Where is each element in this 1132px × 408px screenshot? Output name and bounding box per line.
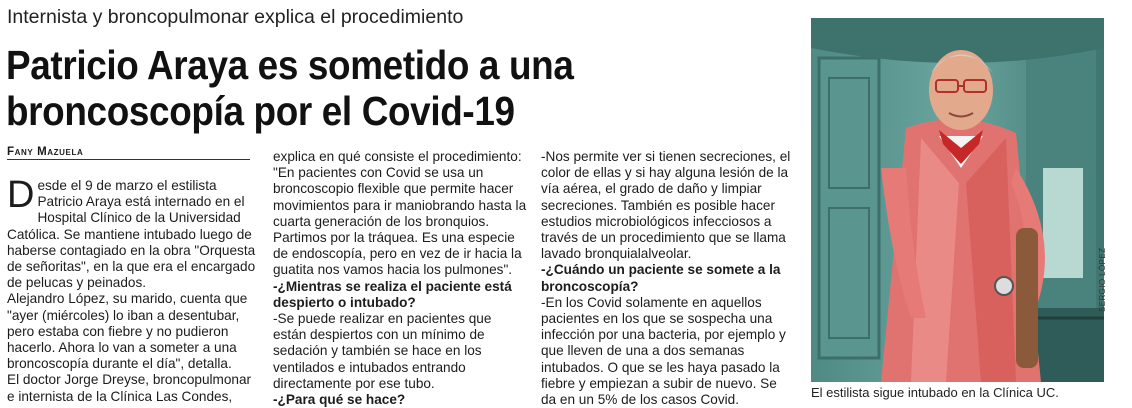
question-when: -¿Cuándo un paciente se somete a la broncoscopía? bbox=[541, 262, 781, 294]
column-2 bbox=[273, 149, 527, 408]
paragraph-husband: Alejandro López, su marido, cuenta que "ayer (miércoles) lo iban a desentubar, pero estaba con fiebre y no pudieron hacerlo. Ahora lo van a someter a una broncoscopía durante el día", detalla. bbox=[7, 291, 248, 372]
headline bbox=[6, 42, 573, 134]
question-purpose: -¿Para qué se hace? bbox=[273, 392, 406, 408]
photo-credit: SERGIO LÓPEZ bbox=[1098, 247, 1107, 312]
portrait-illustration bbox=[811, 18, 1104, 382]
answer-purpose: -Nos permite ver si tienen secreciones, el color de ellas y si hay alguna lesión de la vía aérea, el grado de daño y limpiar secreciones. También es posible hacer estudios microbiológicos infecciosos a través de un procedimiento que se llama lavado bronquialalveolar. bbox=[541, 149, 791, 262]
column-1 bbox=[7, 174, 257, 405]
headline-line-2: broncoscopía por el Covid-19 bbox=[6, 88, 515, 134]
kicker: Internista y broncopulmonar explica el procedimiento bbox=[7, 6, 464, 28]
paragraph-procedure: explica en qué consiste el procedimiento: "En pacientes con Covid se usa un broncoscopio flexible que permite hacer movimientos para ir maniobrando hasta la cuarta generación de los bronquios. Partimos por la tráquea. Es una especie de endoscopía, pero en vez de ir hacia la guatita nos vamos hacia los pulmones". bbox=[273, 149, 527, 278]
answer-when: -En los Covid solamente en aquellos pacientes en los que se sospecha una infección por una bacteria, por ejemplo y que lleven de una a dos semanas intubados. O que se les haya pasado la fiebre y empiezan a subir de nuevo. Se da en un 5% de los casos Covid. bbox=[541, 294, 786, 408]
headline-line-1: Patricio Araya es sometido a una bbox=[6, 42, 574, 88]
portrait-photo bbox=[811, 18, 1104, 382]
paragraph-intro bbox=[7, 174, 257, 291]
photo-caption: El estilista sigue intubado en la Clínica UC. bbox=[811, 385, 1059, 400]
paragraph-intro-text: esde el 9 de marzo el estilista Patricio Araya está internado en el Hospital Clínico de la Universidad Católica. Se mantiene intubado luego de haberse contagiado en la obra "Orquesta de señoritas", en la que era el encargado de pelucas y peinados. bbox=[7, 178, 256, 291]
byline: Fany Mazuela bbox=[7, 146, 250, 160]
column-3 bbox=[541, 149, 795, 408]
drop-cap: D bbox=[7, 174, 35, 216]
paragraph-doctor: El doctor Jorge Dreyse, broncopulmonar e internista de la Clínica Las Condes, bbox=[7, 372, 252, 404]
answer-awake: -Se puede realizar en pacientes que están despiertos con un mínimo de sedación y también se hace en los ventilados e intubados entrando directamente por ese tubo. bbox=[273, 311, 492, 391]
question-awake: -¿Mientras se realiza el paciente está despierto o intubado? bbox=[273, 278, 512, 310]
